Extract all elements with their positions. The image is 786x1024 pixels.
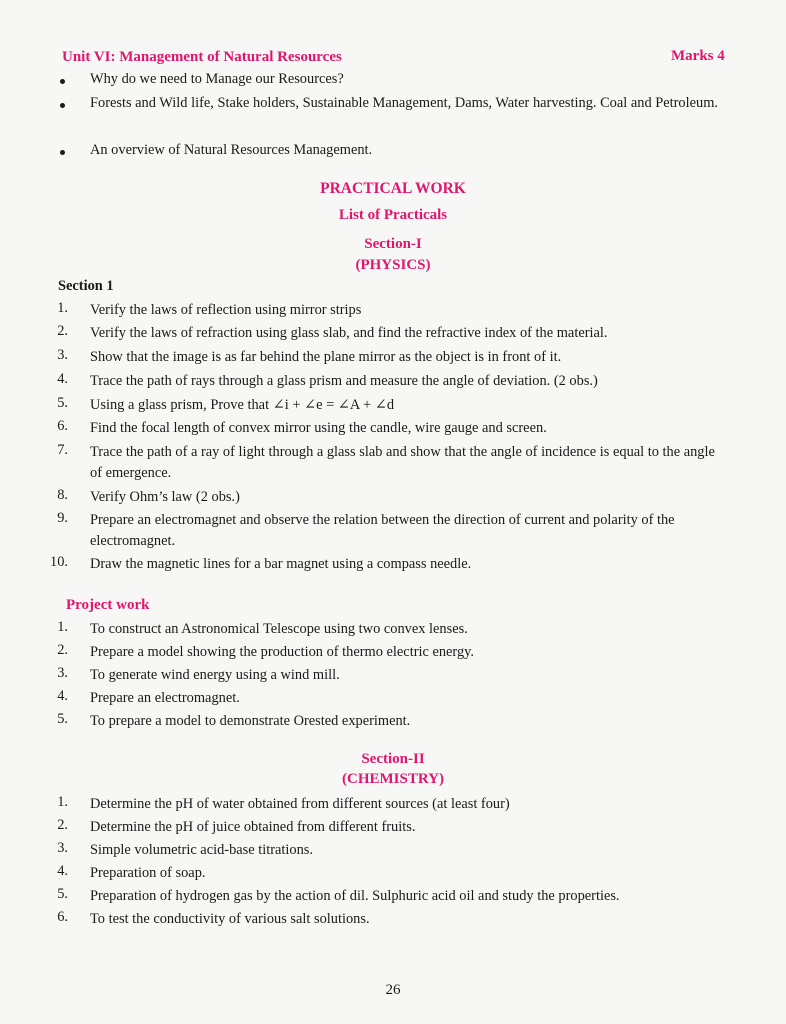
unit-bullet-2: Forests and Wild life, Stake holders, Sustainable Management, Dams, Water harvesting. Coal and Petroleum. <box>90 95 718 111</box>
project-work-heading: Project work <box>66 597 150 613</box>
list-item-number: 9. <box>57 510 68 526</box>
list-item: Using a glass prism, Prove that ∠i + ∠e = ∠A + ∠d <box>90 397 395 413</box>
list-item-number: 10. <box>50 554 68 570</box>
bullet-dot <box>60 150 65 155</box>
unit-title: Unit VI: Management of Natural Resources <box>62 49 342 65</box>
list-item-number: 6. <box>57 418 68 434</box>
list-item: Prepare a model showing the production of thermo electric energy. <box>90 644 475 660</box>
list-item: To prepare a model to demonstrate Orested experiment. <box>90 713 411 729</box>
bullet-dot <box>60 103 65 108</box>
list-item-number: 1. <box>57 619 68 635</box>
page-number: 26 <box>385 982 401 998</box>
list-item: To test the conductivity of various salt solutions. <box>90 911 370 927</box>
list-item: Verify Ohm’s law (2 obs.) <box>90 489 240 505</box>
list-item-number: 8. <box>57 487 68 503</box>
unit-bullet-1: Why do we need to Manage our Resources? <box>90 71 344 87</box>
unit-bullet-3: An overview of Natural Resources Management. <box>90 142 373 158</box>
list-item-number: 2. <box>57 323 68 339</box>
list-item: Determine the pH of juice obtained from different fruits. <box>90 819 416 835</box>
list-item-number: 1. <box>57 300 68 316</box>
bullet-dot <box>60 79 65 84</box>
list-item-number: 3. <box>57 665 68 681</box>
list-item-number: 2. <box>57 642 68 658</box>
list-item: To generate wind energy using a wind mill. <box>90 667 340 683</box>
list-item: Determine the pH of water obtained from different sources (at least four) <box>90 796 510 812</box>
list-item: Prepare an electromagnet and observe the relation between the direction of current and polarity of the electromagnet. <box>90 512 675 549</box>
list-item: Show that the image is as far behind the plane mirror as the object is in front of it. <box>90 349 562 365</box>
list-item-number: 7. <box>57 442 68 458</box>
list-item: Trace the path of rays through a glass prism and measure the angle of deviation. (2 obs.) <box>90 373 598 389</box>
list-item: Prepare an electromagnet. <box>90 690 240 706</box>
list-item-number: 3. <box>57 347 68 363</box>
list-item-number: 5. <box>57 395 68 411</box>
list-item-number: 1. <box>57 794 68 810</box>
list-item-number: 4. <box>57 688 68 704</box>
list-item: Verify the laws of reflection using mirror strips <box>90 302 362 318</box>
list-item: Draw the magnetic lines for a bar magnet using a compass needle. <box>90 556 472 572</box>
section-2-title: Section-II <box>361 751 425 767</box>
list-item-number: 3. <box>57 840 68 856</box>
marks-label: Marks 4 <box>671 48 725 64</box>
physics-section-heading: Section 1 <box>58 278 114 294</box>
list-item: To construct an Astronomical Telescope using two convex lenses. <box>90 621 468 637</box>
list-item-number: 5. <box>57 711 68 727</box>
practical-work-title: PRACTICAL WORK <box>320 180 466 197</box>
list-of-practicals-title: List of Practicals <box>338 207 448 223</box>
list-item-number: 5. <box>57 886 68 902</box>
list-item: Trace the path of a ray of light through a glass slab and show that the angle of incidence is equal to the angle of emergence. <box>90 444 715 481</box>
list-item-number: 4. <box>57 371 68 387</box>
physics-title: (PHYSICS) <box>355 257 431 273</box>
list-item: Preparation of hydrogen gas by the action of dil. Sulphuric acid oil and study the properties. <box>90 888 620 904</box>
chemistry-title: (CHEMISTRY) <box>342 771 444 787</box>
list-item-number: 2. <box>57 817 68 833</box>
list-item: Preparation of soap. <box>90 865 206 881</box>
list-item: Verify the laws of refraction using glass slab, and find the refractive index of the material. <box>90 325 608 341</box>
list-item-number: 6. <box>57 909 68 925</box>
list-item-number: 4. <box>57 863 68 879</box>
section-1-title: Section-I <box>364 236 422 252</box>
list-item: Simple volumetric acid-base titrations. <box>90 842 313 858</box>
list-item: Find the focal length of convex mirror using the candle, wire gauge and screen. <box>90 420 547 436</box>
